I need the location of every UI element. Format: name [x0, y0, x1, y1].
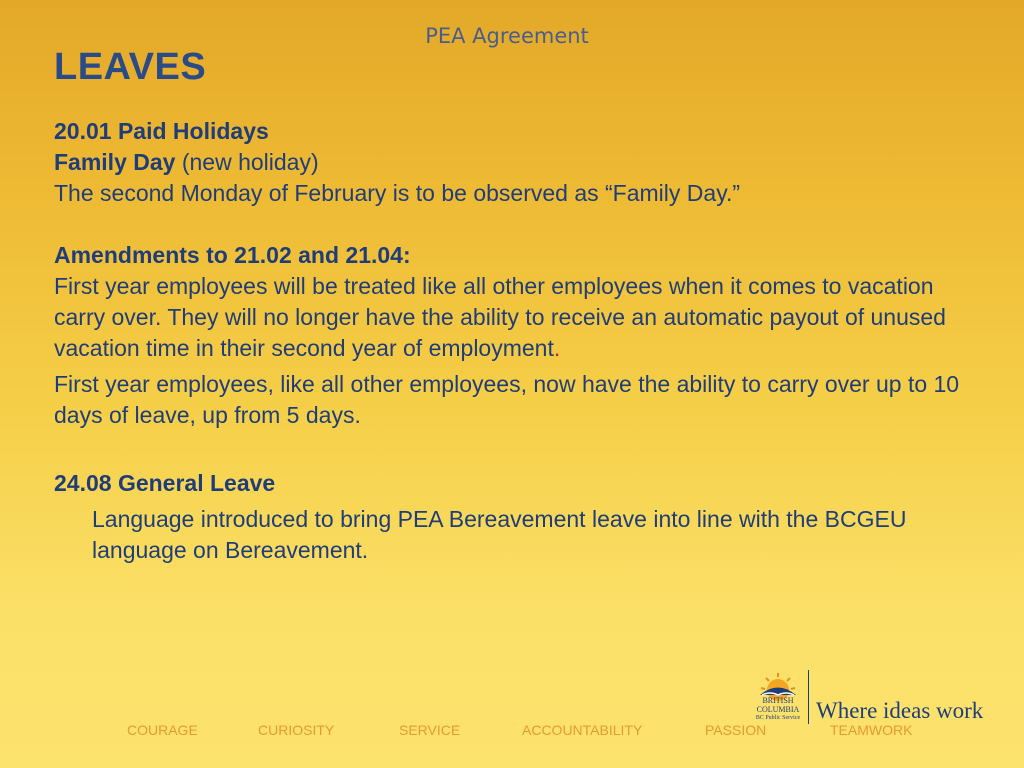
amendments-p1-period: . — [553, 335, 561, 361]
slide-title: LEAVES — [54, 46, 207, 88]
general-leave-text: Language introduced to bring PEA Bereavement leave into line with the BCGEU language on Bereavement. — [92, 506, 907, 563]
bc-wordmark-line2: COLUMBIA — [756, 705, 800, 714]
bc-wordmark — [752, 696, 804, 723]
logo-slogan: Where ideas work — [816, 698, 984, 723]
bc-wordmark-line1: BRITISH — [762, 696, 794, 705]
family-day-line — [54, 147, 984, 178]
header-label: PEA Agreement — [425, 24, 589, 48]
value-passion: PASSION — [705, 722, 767, 738]
amendments-heading: Amendments to 21.02 and 21.04: — [54, 242, 411, 268]
amendments-paragraph-2: First year employees, like all other employees, now have the ability to carry over up to 10 days of leave, up from 5 days. — [54, 371, 960, 428]
value-accountability: ACCOUNTABILITY — [522, 722, 643, 738]
bc-public-service-logo — [752, 668, 992, 728]
value-teamwork: TEAMWORK — [830, 722, 913, 738]
slide-content — [54, 116, 984, 566]
amendments-p1-text: First year employees will be treated like all other employees when it comes to vacation carry over. They will no longer have the ability to receive an automatic payout of unused vacation time in their second year of employment — [54, 273, 946, 361]
value-service: SERVICE — [399, 722, 461, 738]
holidays-heading: 20.01 Paid Holidays — [54, 118, 269, 144]
family-day-text: The second Monday of February is to be observed as “Family Day.” — [54, 180, 741, 206]
value-curiosity: CURIOSITY — [258, 722, 335, 738]
amendments-paragraph-1 — [54, 271, 984, 364]
family-day-note: (new holiday) — [181, 149, 319, 175]
value-courage: COURAGE — [127, 722, 198, 738]
logo-divider — [808, 670, 809, 724]
general-leave-heading: 24.08 General Leave — [54, 470, 276, 496]
bc-wordmark-line3: BC Public Service — [755, 715, 801, 721]
family-day-label: Family Day — [54, 149, 176, 175]
